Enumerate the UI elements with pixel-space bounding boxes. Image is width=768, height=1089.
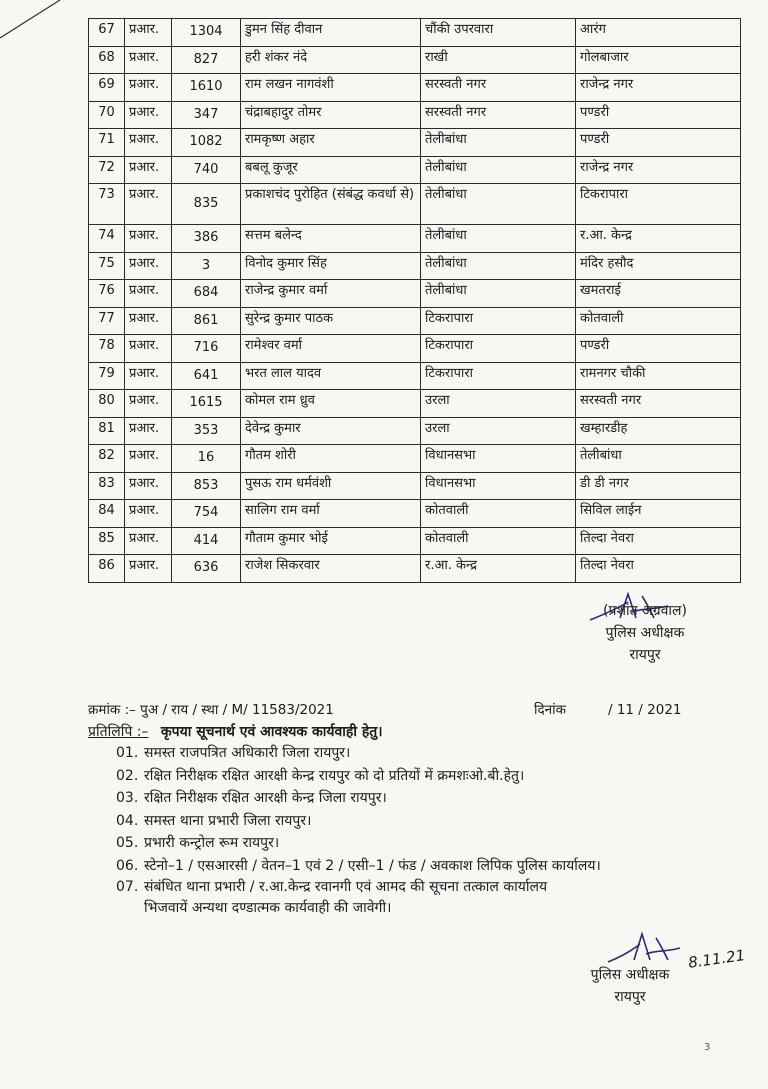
copy-label: प्रतिलिपि :– [88, 724, 149, 740]
name-cell: विनोद कुमार सिंह [241, 252, 421, 280]
to-station-cell: खम्हारडीह [576, 417, 741, 445]
from-station-cell: तेलीबांधा [421, 280, 576, 308]
from-station-cell: उरला [421, 390, 576, 418]
rank-cell: प्रआर. [125, 225, 172, 253]
rank-cell: प्रआर. [125, 390, 172, 418]
name-cell: सुरेन्द्र कुमार पाठक [241, 307, 421, 335]
name-cell: भरत लाल यादव [241, 362, 421, 390]
from-station-cell: विधानसभा [421, 472, 576, 500]
to-station-cell: तेलीबांधा [576, 445, 741, 473]
badge-number-cell: 414 [172, 527, 241, 555]
from-station-cell: राखी [421, 46, 576, 74]
list-item: 06. स्टेनो–1 / एसआरसी / वेतन–1 एवं 2 / एसी–1 / फंड / अवकाश लिपिक पुलिस कार्यालय। [116, 857, 601, 874]
serial-number-cell: 72 [89, 156, 125, 184]
rank-cell: प्रआर. [125, 307, 172, 335]
name-cell: गौतम शोरी [241, 445, 421, 473]
serial-number-cell: 71 [89, 129, 125, 157]
to-station-cell: सिविल लाईन [576, 500, 741, 528]
name-cell: देवेन्द्र कुमार [241, 417, 421, 445]
badge-number-cell: 1615 [172, 390, 241, 418]
to-station-cell: खमतराई [576, 280, 741, 308]
badge-number-cell: 16 [172, 445, 241, 473]
serial-number-cell: 67 [89, 19, 125, 47]
name-cell: सालिग राम वर्मा [241, 500, 421, 528]
signatory-block [570, 600, 720, 666]
from-station-cell: टिकरापारा [421, 362, 576, 390]
list-item: 02. रक्षित निरीक्षक रक्षित आरक्षी केन्द्र रायपुर को दो प्रतियों में क्रमशःओ.बी.हेतु। [116, 767, 525, 784]
badge-number-cell: 827 [172, 46, 241, 74]
to-station-cell: पण्डरी [576, 335, 741, 363]
rank-cell: प्रआर. [125, 252, 172, 280]
distribution-list [116, 742, 716, 919]
serial-number-cell: 80 [89, 390, 125, 418]
badge-number-cell: 754 [172, 500, 241, 528]
serial-number-cell: 75 [89, 252, 125, 280]
badge-number-cell: 740 [172, 156, 241, 184]
from-station-cell: तेलीबांधा [421, 184, 576, 225]
badge-number-cell: 835 [172, 184, 241, 225]
serial-number-cell: 85 [89, 527, 125, 555]
rank-cell: प्रआर. [125, 500, 172, 528]
to-station-cell: सरस्वती नगर [576, 390, 741, 418]
list-item: 05. प्रभारी कन्ट्रोल रूम रायपुर। [116, 835, 280, 851]
table-row [89, 101, 741, 129]
scan-corner-line [0, 0, 80, 40]
rank-cell: प्रआर. [125, 74, 172, 102]
from-station-cell: तेलीबांधा [421, 156, 576, 184]
badge-number-cell: 353 [172, 417, 241, 445]
table-row [89, 225, 741, 253]
table-row [89, 184, 741, 225]
serial-number-cell: 73 [89, 184, 125, 225]
list-item: 01. समस्त राजपत्रित अधिकारी जिला रायपुर। [116, 745, 351, 761]
badge-number-cell: 386 [172, 225, 241, 253]
table-row [89, 46, 741, 74]
serial-number-cell: 79 [89, 362, 125, 390]
name-cell: रामकृष्ण अहार [241, 129, 421, 157]
rank-cell: प्रआर. [125, 101, 172, 129]
rank-cell: प्रआर. [125, 280, 172, 308]
name-cell: राजेश सिकरवार [241, 555, 421, 583]
badge-number-cell: 853 [172, 472, 241, 500]
badge-number-cell: 641 [172, 362, 241, 390]
serial-number-cell: 70 [89, 101, 125, 129]
serial-number-cell: 78 [89, 335, 125, 363]
to-station-cell: रामनगर चौकी [576, 362, 741, 390]
from-station-cell: सरस्वती नगर [421, 74, 576, 102]
serial-number-cell: 84 [89, 500, 125, 528]
name-cell: रामेश्वर वर्मा [241, 335, 421, 363]
to-station-cell: पण्डरी [576, 129, 741, 157]
signatory-designation: पुलिस अधीक्षक [605, 625, 685, 641]
signature-date: 8.11.21 [687, 946, 747, 972]
date-label: दिनांक [534, 702, 567, 718]
rank-cell: प्रआर. [125, 527, 172, 555]
table-row [89, 307, 741, 335]
rank-cell: प्रआर. [125, 19, 172, 47]
table-row [89, 555, 741, 583]
from-station-cell: कोतवाली [421, 527, 576, 555]
from-station-cell: विधानसभा [421, 445, 576, 473]
signatory-name: (प्रशांत अग्रवाल) [603, 603, 687, 619]
order-number: क्रमांक :– पुअ / राय / स्था / M/ 11583/2021 [88, 702, 334, 718]
page-number: 3 [704, 1042, 711, 1053]
rank-cell: प्रआर. [125, 445, 172, 473]
badge-number-cell: 1082 [172, 129, 241, 157]
name-cell: कोमल राम ध्रुव [241, 390, 421, 418]
name-cell: गौताम कुमार भोई [241, 527, 421, 555]
to-station-cell: र.आ. केन्द्र [576, 225, 741, 253]
to-station-cell: टिकरापारा [576, 184, 741, 225]
from-station-cell: चौंकी उपरवारा [421, 19, 576, 47]
rank-cell: प्रआर. [125, 362, 172, 390]
table-row [89, 472, 741, 500]
to-station-cell: तिल्दा नेवरा [576, 555, 741, 583]
serial-number-cell: 82 [89, 445, 125, 473]
rank-cell: प्रआर. [125, 46, 172, 74]
table-row [89, 362, 741, 390]
from-station-cell: सरस्वती नगर [421, 101, 576, 129]
signature-place: रायपुर [614, 989, 646, 1005]
rank-cell: प्रआर. [125, 335, 172, 363]
to-station-cell: राजेन्द्र नगर [576, 74, 741, 102]
badge-number-cell: 347 [172, 101, 241, 129]
serial-number-cell: 68 [89, 46, 125, 74]
table-row [89, 390, 741, 418]
rank-cell: प्रआर. [125, 417, 172, 445]
name-cell: सत्तम बलेन्द [241, 225, 421, 253]
date-value: / 11 / 2021 [608, 702, 682, 718]
table-row [89, 252, 741, 280]
to-station-cell: तिल्दा नेवरा [576, 527, 741, 555]
from-station-cell: तेलीबांधा [421, 129, 576, 157]
serial-number-cell: 69 [89, 74, 125, 102]
table-row [89, 129, 741, 157]
to-station-cell: गोलबाजार [576, 46, 741, 74]
from-station-cell: तेलीबांधा [421, 225, 576, 253]
from-station-cell: कोतवाली [421, 500, 576, 528]
signature-mark-2 [600, 928, 690, 968]
badge-number-cell: 636 [172, 555, 241, 583]
table-row [89, 445, 741, 473]
name-cell: राजेन्द्र कुमार वर्मा [241, 280, 421, 308]
rank-cell: प्रआर. [125, 156, 172, 184]
list-item: 04. समस्त थाना प्रभारी जिला रायपुर। [116, 812, 312, 829]
signature-designation: पुलिस अधीक्षक [590, 967, 670, 983]
name-cell: पुसऊ राम धर्मवंशी [241, 472, 421, 500]
serial-number-cell: 76 [89, 280, 125, 308]
signature-block-2 [560, 964, 700, 1008]
from-station-cell: टिकरापारा [421, 307, 576, 335]
table-row [89, 527, 741, 555]
to-station-cell: कोतवाली [576, 307, 741, 335]
rank-cell: प्रआर. [125, 184, 172, 225]
copy-heading [88, 722, 383, 741]
table-row [89, 335, 741, 363]
list-item: 03. रक्षित निरीक्षक रक्षित आरक्षी केन्द्र जिला रायपुर। [116, 790, 387, 806]
to-station-cell: मंदिर हसौद [576, 252, 741, 280]
badge-number-cell: 684 [172, 280, 241, 308]
table-row [89, 280, 741, 308]
from-station-cell: उरला [421, 417, 576, 445]
to-station-cell: आरंग [576, 19, 741, 47]
transfer-table [88, 18, 741, 583]
copy-text: कृपया सूचनार्थ एवं आवश्यक कार्यवाही हेतु। [160, 724, 383, 740]
signatory-place: रायपुर [629, 647, 661, 663]
badge-number-cell: 716 [172, 335, 241, 363]
name-cell: राम लखन नागवंशी [241, 74, 421, 102]
table-row [89, 19, 741, 47]
table-row [89, 417, 741, 445]
name-cell: डुमन सिंह दीवान [241, 19, 421, 47]
serial-number-cell: 86 [89, 555, 125, 583]
to-station-cell: डी डी नगर [576, 472, 741, 500]
table-row [89, 500, 741, 528]
badge-number-cell: 1610 [172, 74, 241, 102]
badge-number-cell: 1304 [172, 19, 241, 47]
from-station-cell: र.आ. केन्द्र [421, 555, 576, 583]
rank-cell: प्रआर. [125, 555, 172, 583]
table-row [89, 156, 741, 184]
from-station-cell: तेलीबांधा [421, 252, 576, 280]
from-station-cell: टिकरापारा [421, 335, 576, 363]
serial-number-cell: 81 [89, 417, 125, 445]
serial-number-cell: 74 [89, 225, 125, 253]
badge-number-cell: 3 [172, 252, 241, 280]
to-station-cell: राजेन्द्र नगर [576, 156, 741, 184]
name-cell: बबलू कुजूर [241, 156, 421, 184]
serial-number-cell: 83 [89, 472, 125, 500]
table-row [89, 74, 741, 102]
list-item: 07. संबंधित थाना प्रभारी / र.आ.केन्द्र रवानगी एवं आमद की सूचना तत्काल कार्यालय भिजवायें अन्यथा दण्डात्मक कार्यवाही की जावेगी। [116, 879, 548, 916]
name-cell: प्रकाशचंद पुरोहित (संबंद्ध कवर्धा से) [241, 184, 421, 225]
badge-number-cell: 861 [172, 307, 241, 335]
rank-cell: प्रआर. [125, 472, 172, 500]
name-cell: हरी शंकर नंदे [241, 46, 421, 74]
name-cell: चंद्राबहादुर तोमर [241, 101, 421, 129]
to-station-cell: पण्डरी [576, 101, 741, 129]
rank-cell: प्रआर. [125, 129, 172, 157]
serial-number-cell: 77 [89, 307, 125, 335]
